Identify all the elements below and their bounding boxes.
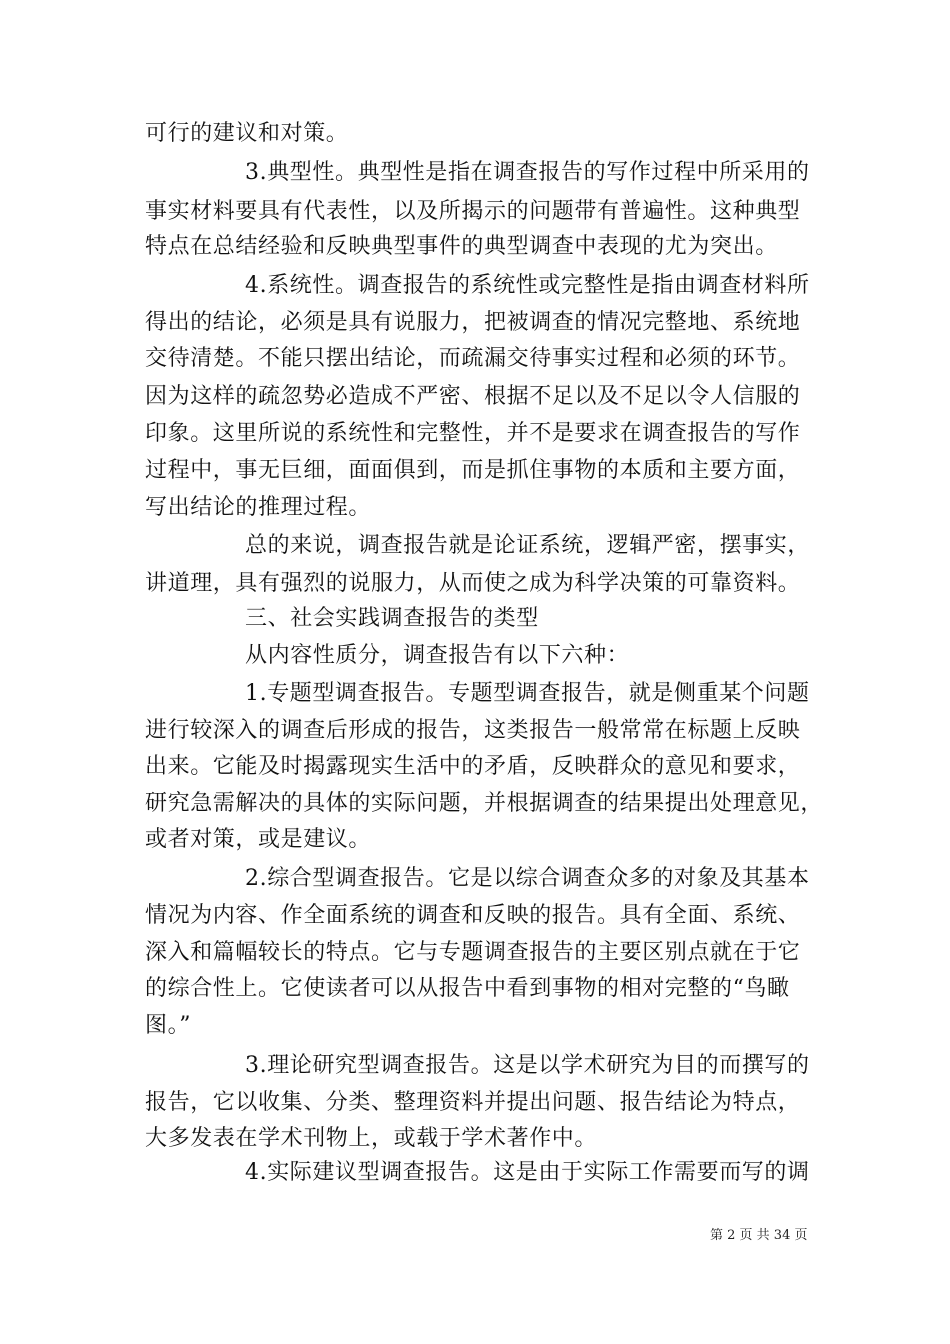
text-line: 事实材料要具有代表性，以及所揭示的问题带有普遍性。这种典型 <box>145 199 801 224</box>
text-line: 出来。它能及时揭露现实生活中的矛盾，反映群众的意见和要求， <box>145 754 801 779</box>
text-line: 得出的结论，必须是具有说服力，把被调查的情况完整地、系统地 <box>145 310 801 335</box>
text-line: 1.专题型调查报告。专题型调查报告，就是侧重某个问题 <box>245 681 810 706</box>
text-line: 从内容性质分，调查报告有以下六种： <box>245 643 630 668</box>
text-line: 图。” <box>145 1013 192 1038</box>
text-line: 4.系统性。调查报告的系统性或完整性是指由调查材料所 <box>245 273 810 298</box>
text-line: 印象。这里所说的系统性和完整性，并不是要求在调查报告的写作 <box>145 421 801 446</box>
text-line: 可行的建议和对策。 <box>145 121 349 146</box>
text-line: 的综合性上。它使读者可以从报告中看到事物的相对完整的“鸟瞰 <box>145 976 790 1001</box>
section-heading: 三、社会实践调查报告的类型 <box>245 606 539 631</box>
text-line: 3.典型性。典型性是指在调查报告的写作过程中所采用的 <box>245 160 810 185</box>
text-line: 情况为内容、作全面系统的调查和反映的报告。具有全面、系统、 <box>145 903 801 928</box>
page-number-footer: 第 2 页 共 34 页 <box>710 1228 808 1243</box>
text-line: 因为这样的疏忽势必造成不严密、根据不足以及不足以令人信服的 <box>145 384 801 409</box>
text-line: 或者对策，或是建议。 <box>145 827 372 852</box>
text-line: 过程中，事无巨细，面面俱到，而是抓住事物的本质和主要方面， <box>145 458 801 483</box>
text-line: 写出结论的推理过程。 <box>145 495 372 520</box>
text-line: 4.实际建议型调查报告。这是由于实际工作需要而写的调 <box>245 1160 810 1185</box>
text-line: 2.综合型调查报告。它是以综合调查众多的对象及其基本 <box>245 866 810 891</box>
text-line: 总的来说，调查报告就是论证系统，逻辑严密，摆事实， <box>245 533 811 558</box>
text-line: 特点在总结经验和反映典型事件的典型调查中表现的尤为突出。 <box>145 234 778 259</box>
text-line: 讲道理，具有强烈的说服力，从而使之成为科学决策的可靠资料。 <box>145 571 801 596</box>
text-line: 3.理论研究型调查报告。这是以学术研究为目的而撰写的 <box>245 1053 810 1078</box>
text-line: 报告，它以收集、分类、整理资料并提出问题、报告结论为特点， <box>145 1090 801 1115</box>
text-line: 大多发表在学术刊物上，或载于学术著作中。 <box>145 1126 598 1151</box>
text-line: 深入和篇幅较长的特点。它与专题调查报告的主要区别点就在于它 <box>145 940 801 965</box>
text-line: 研究急需解决的具体的实际问题，并根据调查的结果提出处理意见， <box>145 791 824 816</box>
text-line: 交待清楚。不能只摆出结论，而疏漏交待事实过程和必须的环节。 <box>145 346 801 371</box>
text-line: 进行较深入的调查后形成的报告，这类报告一般常常在标题上反映 <box>145 718 801 743</box>
